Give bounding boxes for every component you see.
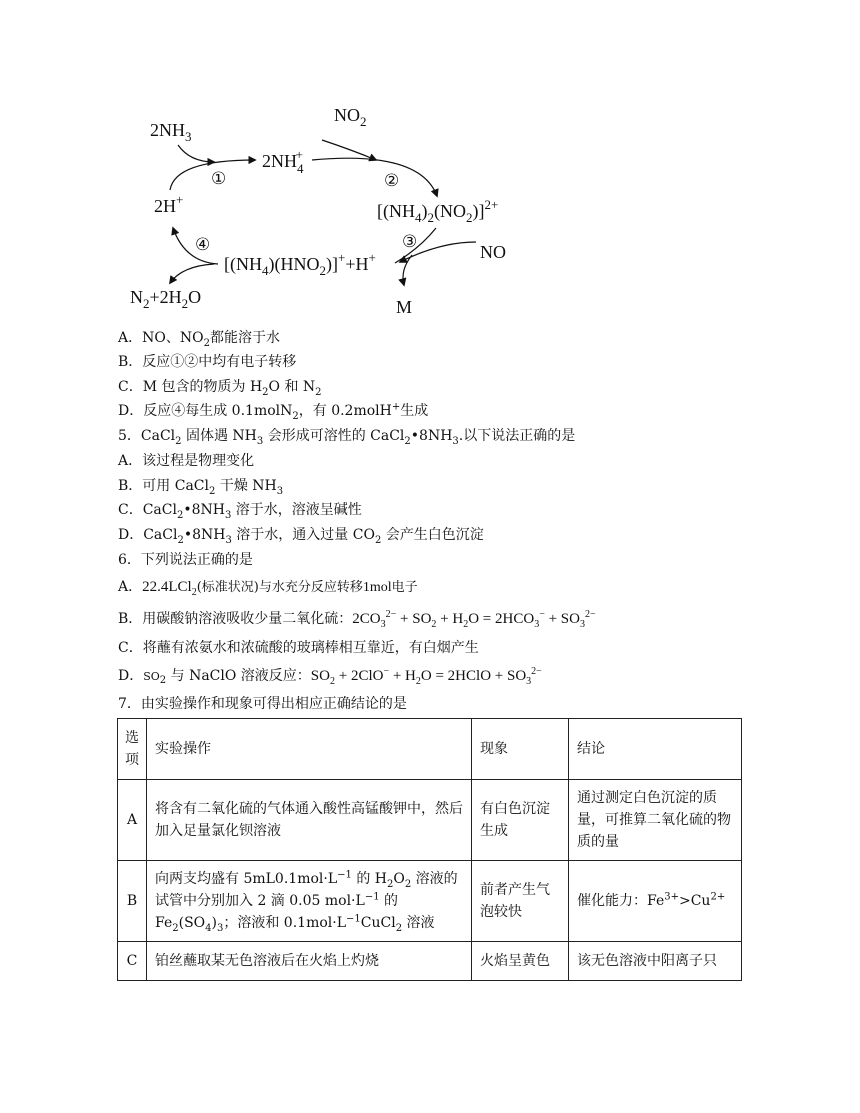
table-header-row (118, 719, 742, 780)
table-row (118, 861, 742, 942)
row-option: B (118, 861, 147, 942)
q6-option-d: D．$SO_2$ 与 NaClO 溶液反应：$SO_2 + 2ClO^- + H_2O$ = 2HClO + $SO_3^{2-}$ (118, 666, 542, 687)
q6-option-b: B．用碳酸钠溶液吸收少量二氧化硫：$2CO_3^{2-} + SO_2 + H_2O = 2HCO_3^- + SO_3^{2-}$ (118, 609, 596, 630)
species-nh3: $2NH_3$ (150, 120, 192, 144)
row-operation: 向两支均盛有 $5mL0.1mol\cdot L^{-1}$ 的 $H_2O_2$ 溶液的试管中分别加入 2 滴 0.05 $mol\cdot L^{-1}$ 的 $Fe_2(SO_4)_3$；溶液和 $0.1mol\cdot L^{-1}CuCl_2$ 溶液 (147, 861, 472, 942)
row-phenomenon: 前者产生气泡较快 (472, 861, 569, 942)
species-complex2: $[(NH_4)(HNO_2)]^++H^+$ (224, 250, 376, 278)
row-conclusion: 催化能力：$Fe^{3+}>Cu^{2+}$ (569, 861, 742, 942)
q5-stem: 5．CaCl$_2$ 固体遇 $NH_3$ 会形成可溶性的 $CaCl_2•8NH_3$.以下说法正确的是 (118, 428, 576, 447)
q5-option-b: B．可用 CaCl$_2$ 干燥 $NH_3$ (118, 478, 284, 497)
q4-option-b: B．反应①②中均有电子转移 (118, 354, 297, 370)
species-m: M (396, 297, 413, 317)
arrow-products-out (170, 264, 214, 283)
header-phenomenon: 现象 (472, 719, 569, 780)
q4-option-d: D．反应④每生成 0.1molN$_2$，有 0.2molH+生成 (118, 401, 429, 422)
row-phenomenon: 火焰呈黄色 (472, 942, 569, 981)
species-no2: $NO_2$ (334, 105, 367, 129)
row-phenomenon: 有白色沉淀生成 (472, 780, 569, 861)
header-operation: 实验操作 (147, 719, 472, 780)
step-label-2: ② (384, 171, 400, 191)
header-option: 选 项 (118, 719, 147, 780)
species-h: 2H+ (154, 192, 184, 216)
q6-option-a: A．22.4LCl$_2$(标准状况)与水充分反应转移1mol电子 (118, 579, 418, 598)
species-products: $N_2+2H_2O$ (130, 287, 202, 311)
row-operation: 将含有二氧化硫的气体通入酸性高锰酸钾中，然后加入足量氯化钡溶液 (147, 780, 472, 861)
header-conclusion: 结论 (569, 719, 742, 780)
table-row (118, 942, 742, 981)
row-option: C (118, 942, 147, 981)
q7-stem: 7．由实验操作和现象可得出相应正确结论的是 (118, 696, 407, 712)
q6-option-c: C．将蘸有浓氨水和浓硫酸的玻璃棒相互靠近，有白烟产生 (118, 640, 479, 656)
q6-stem: 6．下列说法正确的是 (118, 552, 253, 568)
row-operation: 铂丝蘸取某无色溶液后在火焰上灼烧 (147, 942, 472, 981)
step-label-4: ④ (195, 235, 211, 255)
q5-option-d: D．$CaCl_2•8NH_3$ 溶于水，通入过量 $CO_2$ 会产生白色沉淀 (118, 527, 484, 546)
species-no: NO (480, 242, 506, 262)
arrow-step2 (312, 158, 437, 196)
table-row (118, 780, 742, 861)
step-label-3: ③ (402, 232, 418, 252)
arrow-no2-in (322, 140, 376, 160)
row-conclusion: 通过测定白色沉淀的质量，可推算二氧化硫的物质的量 (569, 780, 742, 861)
row-option: A (118, 780, 147, 861)
experiment-table (117, 718, 742, 981)
q4-option-a: A．NO、$NO_2$都能溶于水 (118, 330, 280, 349)
q5-option-c: C．$CaCl_2•8NH_3$ 溶于水，溶液呈碱性 (118, 502, 362, 521)
step-label-1: ① (211, 169, 227, 189)
species-complex1: $[(NH_4)_2(NO_2)]^{2+}$ (377, 197, 499, 225)
arrow-nh3-in (178, 145, 214, 162)
reaction-cycle-diagram (0, 0, 860, 330)
species-nh4: $2NH_4+$ (262, 147, 304, 176)
q5-option-a: A．该过程是物理变化 (118, 453, 255, 469)
q4-option-c: C．M 包含的物质为 $H_2O$ 和 $N_2$ (118, 379, 322, 398)
row-conclusion: 该无色溶液中阳离子只 (569, 942, 742, 981)
